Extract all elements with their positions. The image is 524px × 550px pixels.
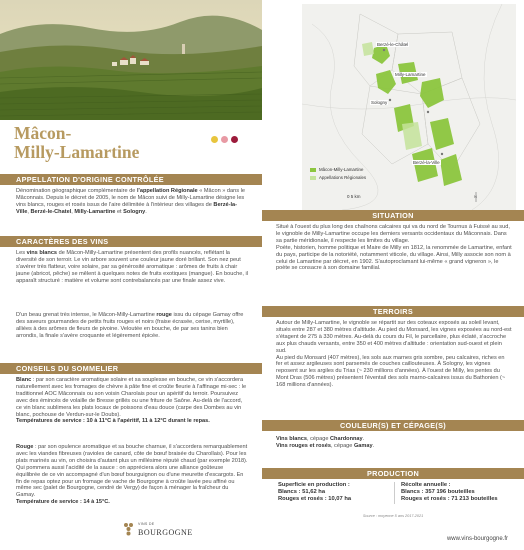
- appellation-map: [302, 4, 516, 210]
- legend-item-regional: Appellations Régionales: [310, 175, 366, 180]
- grape-logo-icon: [122, 521, 135, 537]
- sommelier-paragraph-red: Rouge : par son opulence aromatique et sa bouche charnue, il s'accordera remarquablement avec les viandes fibreuses (ravioles de canard, côte de bœuf braisée du Charollais). Pour les plats marinés au vin, on choisira d'autant plus un millésime réputé chaud (par exemple 2018). Qui pommera aussi l'acidité de la sauce : on appréciera alors une alliance goûteuse équilibrée de ce vin accompagné d'un bœuf bourguignon ou d'une meurette d'escargots. En fin de repas optez pour un fromage de vache de Bourgogne à croûte lavée peu affiné ou même sec (palet de Bourgogne, cendré de Vergy) de façon à ménager la fraîcheur du Gamay. Température de service : 14 à 15°C.: [16, 444, 248, 506]
- terroirs-band: TERROIRS: [262, 306, 524, 317]
- rose-wine-icon: [221, 136, 228, 143]
- map-legend: [310, 167, 366, 183]
- map-label-berze-chatel: Berzé-le-Châtel: [377, 42, 409, 47]
- title-line-2: Milly-Lamartine: [14, 142, 140, 162]
- situation-paragraph: Situé à l'ouest du plus long des chaînons calcaires qui va du nord de Tournus à Fuissé au sud, le vignoble de Milly-Lamartine occupe les derniers versants occidentaux du Mâconnais. Dans sa partie méridionale, il respecte les limites du village. Poète, historien, homme politique et Maire de Milly en 1812, la renommée de Lamartine, enfant du pays, participe de la notoriété, notamment viticole, du village. Ainsi, Milly associe son nom à celui de Lamartine par décret, en 1902. S'autoproclamant lui-même « grand vigneron », le poète se consacre à son domaine familial.: [276, 224, 512, 272]
- legend-swatch-regional: [310, 176, 316, 180]
- legend-swatch-appellation: [310, 168, 316, 172]
- title-line-1: Mâcon-: [14, 123, 72, 143]
- map-label-milly: Milly-Lamartine: [395, 72, 426, 77]
- white-wine-icon: [211, 136, 218, 143]
- characteristics-paragraph-red: D'un beau grenat très intense, le Mâcon-Milly-Lamartine rouge issu du cépage Gamay offre des saveurs gourmandes de petits fruits rouges et noirs (fraise écrasée, cerise, myrtille), alliées à des arômes de fleurs de pivoine. Veloutée en bouche, de par ses tanins bien arrondis, la finale s'avère croquante et légèrement épicée.: [16, 312, 244, 339]
- map-label-sologny: Sologny: [371, 100, 388, 105]
- situation-band: SITUATION: [262, 210, 524, 221]
- bourgogne-logo: [122, 520, 193, 542]
- terroirs-paragraph: Autour de Milly-Lamartine, le vignoble se répartit sur des coteaux exposés au soleil levant, situés entre 287 et 380 mètres d'altitude. Au pied du Monsard, les vignes exposées au nord-est s'étagent de 275 à 330 mètres. Au-delà du cours du Fil, le parcellaire, plus éclaté, s'accroche aux plus chauds versants, entre 350 et 400 mètres d'altitude : orientation sud-ouest et plein sud. Au pied du Monsard (407 mètres), les sols aux marnes gris sombre, peu calcaires, riches en fer et assez argileuses sont parsemés de couches caillouteuses. À Sologny, les vignes reposent sur les argiles du Trias (~ 230 millions d'années). À l'ouest de Milly, les pentes du Mont Dras (506 mètres) présentent l'éventail des sols marno-calcaires issus du Bathonien (~ 168 millions d'années).: [276, 320, 512, 389]
- cepage-line-red: Vins rouges et rosés, cépage Gamay.: [276, 442, 375, 449]
- cepage-band: COULEUR(S) ET CÉPAGE(S): [262, 420, 524, 431]
- aoc-paragraph: Dénomination géographique complémentaire de l'appellation Régionale « Mâcon » dans le Mâconnais. Depuis le décret de 2005, le nom de Mâcon suivi de Milly-Lamartine désigne les vins blancs, rouges et rosés issus de l'aire délimitée à l'intérieur des villages de Berzé-la-Ville, Berzé-le-Chatel, Milly-Lamartine et Sologny.: [16, 188, 245, 215]
- production-table: [276, 482, 512, 504]
- production-harvest: Récolte annuelle : Blancs : 357 196 bouteilles Rouges et rosés : 71 213 bouteilles: [394, 482, 512, 504]
- red-wine-icon: [231, 136, 238, 143]
- characteristics-paragraph-white: Les vins blancs de Mâcon-Milly-Lamartine présentent des profils nuancés, reflétant la diversité de son terroir. Le vin arbore souvent une couleur jaune doré brillant. Son nez peut s'avérer très flatteur, voire solaire, par sa générosité aromatique : arômes de fruits à chair jaune (abricot, pêche) se mêlent à quelques notes de fruits exotiques (mangue). En bouche, il apparaît structuré : matière et volume sont contrebalancés par une finale assez vive.: [16, 250, 248, 284]
- legend-item-appellation: Mâcon-Milly-Lamartine: [310, 167, 366, 172]
- sommelier-paragraph-white: Blanc : par son caractère aromatique solaire et sa souplesse en bouche, ce vin s'accordera naturellement avec les fromages de chèvre à pâte fine et croûte fleurie à l'affinage mi-sec : le traditionnel AOC Mâconnais ou son voisin Charolais pour un apéritif du terroir. Poursuivez avec des émincés de volaille de Bresse grillés ou une friture de Saône. Au-delà de l'accord, ce vin blanc sublimera les plats locaux de poissons d'eau douce (carpe des Dombes au vin blanc, pochouse de Verdun-sur-le Doubs). Températures de service : 10 à 11°C à l'apéritif, 11 à 12°C durant le repas.: [16, 377, 247, 425]
- logo-big-text: BOURGOGNE: [138, 528, 193, 537]
- characteristics-band: CARACTÈRES DES VINS: [0, 236, 262, 247]
- logo-small-text: VINS DE: [138, 522, 155, 526]
- vineyard-photo: [0, 0, 262, 120]
- production-band: PRODUCTION: [262, 468, 524, 479]
- source-note: Source : moyenne 5 ans 2017-2021: [362, 514, 424, 518]
- cepage-line-white: Vins blancs, cépage Chardonnay.: [276, 436, 365, 442]
- aoc-band: APPELLATION D'ORIGINE CONTRÔLÉE: [0, 174, 262, 185]
- map-scale: 0 5 km: [347, 194, 361, 199]
- wine-colors-icons: [211, 136, 238, 143]
- svg-text:N: N: [474, 194, 477, 199]
- appellation-title: [14, 124, 254, 166]
- cepage-list: [276, 436, 512, 450]
- production-surface: Superficie en production : Blancs : 51,62 ha Rouges et rosés : 10,07 ha: [278, 482, 352, 503]
- website-link[interactable]: www.vins-bourgogne.fr: [446, 536, 508, 542]
- right-column: [262, 0, 524, 550]
- sommelier-band: CONSEILS DU SOMMELIER: [0, 363, 262, 374]
- map-label-berze-ville: Berzé-la-Ville: [413, 160, 440, 165]
